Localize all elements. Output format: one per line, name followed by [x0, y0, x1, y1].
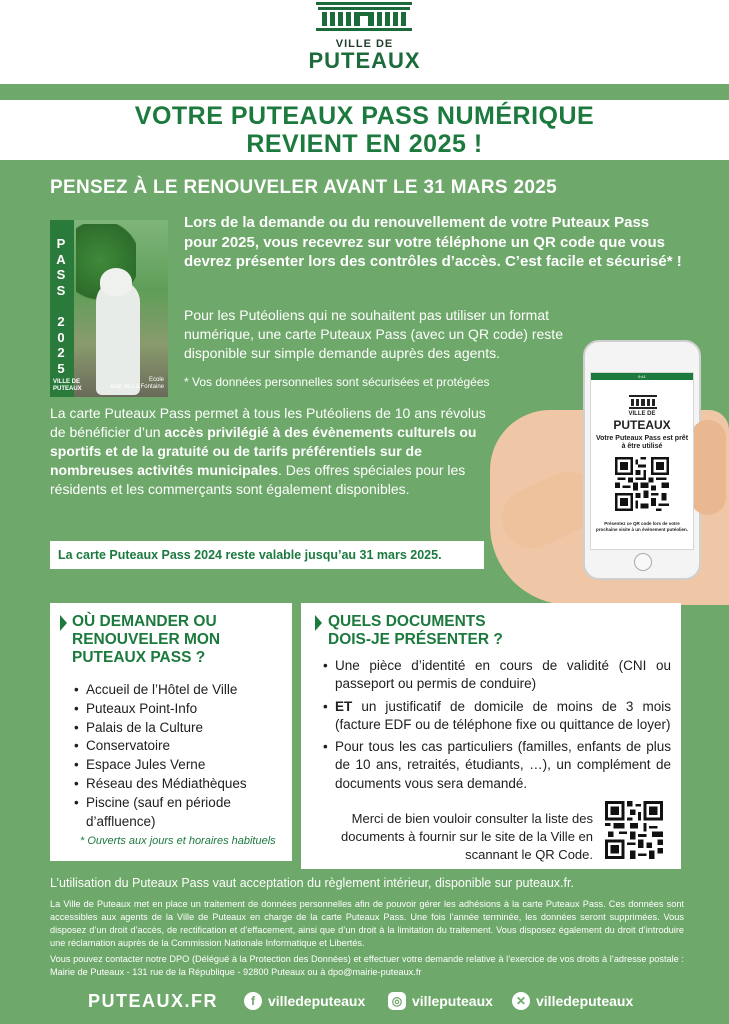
- docs-box-title: [328, 613, 503, 649]
- main-paragraph: [50, 404, 500, 499]
- main-text-part-2: . Des offres spéciales pour les résidents et les commerçants sont également disponibles.: [50, 462, 466, 497]
- logo-puteaux: PUTEAUX: [308, 48, 421, 73]
- data-protection-paragraph-1: La Ville de Puteaux met en place un traitement de données personnelles afin de pouvoir gérer les adhésions à la carte Puteaux Pass. Ces données sont accessibles aux agents de la Ville de Puteaux en charge de la carte Puteaux Pass. Une fois l’année terminée, les données seront supprimées. Vous disposez d’un droit d’accès, de rectification et d’effacement, ainsi que d’un droit à la limitation du traitement. Vous disposez également du droit d’introduire une réclamation auprès de la Commission Nationale Informatique et Libertés.: [50, 899, 684, 948]
- phone-message: Votre Puteaux Pass est prêt à être utilisé: [595, 435, 689, 450]
- instagram-handle: villeputeaux: [412, 993, 493, 1009]
- main-text-bold: accès privilégié à des évènements culturels ou sportifs et de la gratuité ou de tarifs préférentiels sur de nombreuses activités municipales: [50, 424, 477, 478]
- where-list: [74, 681, 286, 831]
- docs-list: [323, 657, 671, 797]
- title-line-2: REVIENT EN 2025 !: [246, 130, 483, 158]
- facebook-link[interactable]: [244, 992, 365, 1010]
- list-item-text: un justificatif de domicile de moins de 3 mois (facture EDF ou de téléphone fixe ou quittance de loyer): [335, 698, 671, 732]
- documents-box: [301, 603, 681, 869]
- opening-hours-note: * Ouverts aux jours et horaires habituels: [80, 835, 276, 847]
- phone-qr-code-icon: [615, 457, 669, 511]
- scan-qr-instructions: Merci de bien vouloir consulter la liste des documents à fournir sur le site de la Ville en scannant le QR Code.: [341, 811, 593, 862]
- list-item: • Pour tous les cas particuliers (familles, enfants de plus de 10 ans, retraités, étudiants, …), un complément de documents vous sera demandé.: [323, 738, 671, 793]
- docs-title-line: DOIS-JE PRÉSENTER ?: [328, 631, 503, 648]
- x-icon: ✕: [512, 992, 530, 1010]
- phone-home-button: [634, 553, 652, 571]
- phone-logo-ville-de: VILLE DE: [628, 411, 656, 417]
- pass-letter: 0: [57, 329, 65, 345]
- chevron-right-icon: [315, 615, 322, 631]
- list-item-bold: ET: [335, 698, 353, 714]
- privacy-note: * Vos données personnelles sont sécurisées et protégées: [184, 375, 490, 389]
- data-protection-paragraph-2: Vous pouvez contacter notre DPO (Délégué à la Protection des Données) et effectuer votre demande relative à l’exercice de vos droits à l’adresse postale : Mairie de Puteaux - 131 rue de la République - 92800 Puteaux ou à dpo@mairie-puteaux.fr: [50, 954, 684, 977]
- facebook-handle: villedeputeaux: [268, 993, 366, 1009]
- pass-letter: A: [56, 251, 66, 267]
- pass-letter: S: [56, 282, 66, 298]
- ville-de-puteaux-logo: [0, 0, 729, 84]
- phone-town-hall-icon: [629, 395, 657, 409]
- pass-caption-line-1: Ecole: [148, 377, 164, 383]
- phone-screen: [590, 372, 694, 550]
- list-item: • Conservatoire: [74, 737, 286, 756]
- usage-notice: L’utilisation du Puteaux Pass vaut acceptation du règlement intérieur, disponible sur puteaux.fr.: [50, 876, 574, 890]
- logo-ville-de: VILLE DE: [335, 38, 394, 50]
- pass-letter: 2: [57, 313, 65, 329]
- title-line-1: VOTRE PUTEAUX PASS NUMÉRIQUE: [134, 102, 595, 130]
- list-item: • Réseau des Médiathèques: [74, 775, 286, 794]
- pass-mini-logo-line-1: VILLE DE: [53, 379, 81, 385]
- phone-status-bar: 9:41: [591, 373, 693, 380]
- pass-letter: P: [56, 236, 66, 251]
- pass-caption: [109, 377, 164, 391]
- pass-letter: [59, 298, 63, 314]
- website-link[interactable]: PUTEAUX.FR: [88, 991, 219, 1011]
- docs-title-line: QUELS DOCUMENTS: [328, 613, 486, 630]
- chevron-right-icon: [60, 615, 67, 631]
- list-item: [323, 698, 671, 735]
- main-text-part-1: La carte Puteaux Pass permet à tous les Putéoliens de 10 ans révolus de bénéficier d’un: [50, 405, 486, 440]
- pass-caption-line-2: Jean de La Fontaine: [109, 384, 164, 390]
- cat-statue-head: [100, 268, 132, 296]
- instagram-link[interactable]: [388, 992, 493, 1010]
- pass-mini-logo-line-2: PUTEAUX: [53, 386, 82, 392]
- header-band: [0, 84, 729, 100]
- where-title-line: OÙ DEMANDER OU: [72, 613, 217, 630]
- intro-bold-paragraph: Lors de la demande ou du renouvellement de votre Puteaux Pass pour 2025, vous recevrez sur votre téléphone un QR code que vous devrez présenter lors des contrôles d’accès. C’est facile et sécurisé* !: [184, 214, 682, 271]
- pass-card-image: [50, 220, 168, 397]
- list-item: • Palais de la Culture: [74, 719, 286, 738]
- phone-logo-puteaux: PUTEAUX: [613, 418, 671, 432]
- where-title-line: PUTEAUX PASS ?: [72, 649, 206, 666]
- list-item: • Accueil de l’Hôtel de Ville: [74, 681, 286, 700]
- list-item: • Piscine (sauf en période d’affluence): [74, 794, 286, 832]
- list-item: • Espace Jules Verne: [74, 756, 286, 775]
- pass-letter: 5: [57, 360, 65, 376]
- where-box-title: [72, 613, 220, 667]
- pass-letter: 2: [57, 345, 65, 361]
- list-item: • Une pièce d’identité en cours de validité (CNI ou passeport ou permis de conduire): [323, 657, 671, 694]
- facebook-icon: f: [244, 992, 262, 1010]
- phone-note: Présentez ce QR code lors de votre prochaine visite à un évènement putéolien.: [595, 521, 689, 532]
- qr-code-icon[interactable]: [605, 801, 663, 859]
- x-link[interactable]: [512, 992, 633, 1010]
- list-item: • Puteaux Point-Info: [74, 700, 286, 719]
- pass-mini-logo: [53, 379, 82, 393]
- pass-letter: S: [56, 267, 66, 283]
- subtitle: PENSEZ À LE RENOUVELER AVANT LE 31 MARS 2025: [50, 177, 557, 198]
- x-handle: villedeputeaux: [536, 993, 634, 1009]
- where-to-request-box: [50, 603, 292, 861]
- where-title-line: RENOUVELER MON: [72, 631, 221, 648]
- town-hall-logo-icon: [316, 2, 412, 32]
- instagram-icon: ◎: [388, 992, 406, 1010]
- valid-notice: La carte Puteaux Pass 2024 reste valable jusqu’au 31 mars 2025.: [50, 541, 484, 569]
- intro-paragraph: Pour les Putéoliens qui ne souhaitent pas utiliser un format numérique, une carte Puteaux Pass (avec un QR code) reste disponible sur simple demande auprès des agents.: [184, 307, 563, 361]
- title-box: [0, 100, 729, 160]
- pass-vertical-text: [54, 236, 68, 376]
- finger-illustration: [690, 420, 726, 515]
- footer: [0, 986, 729, 1016]
